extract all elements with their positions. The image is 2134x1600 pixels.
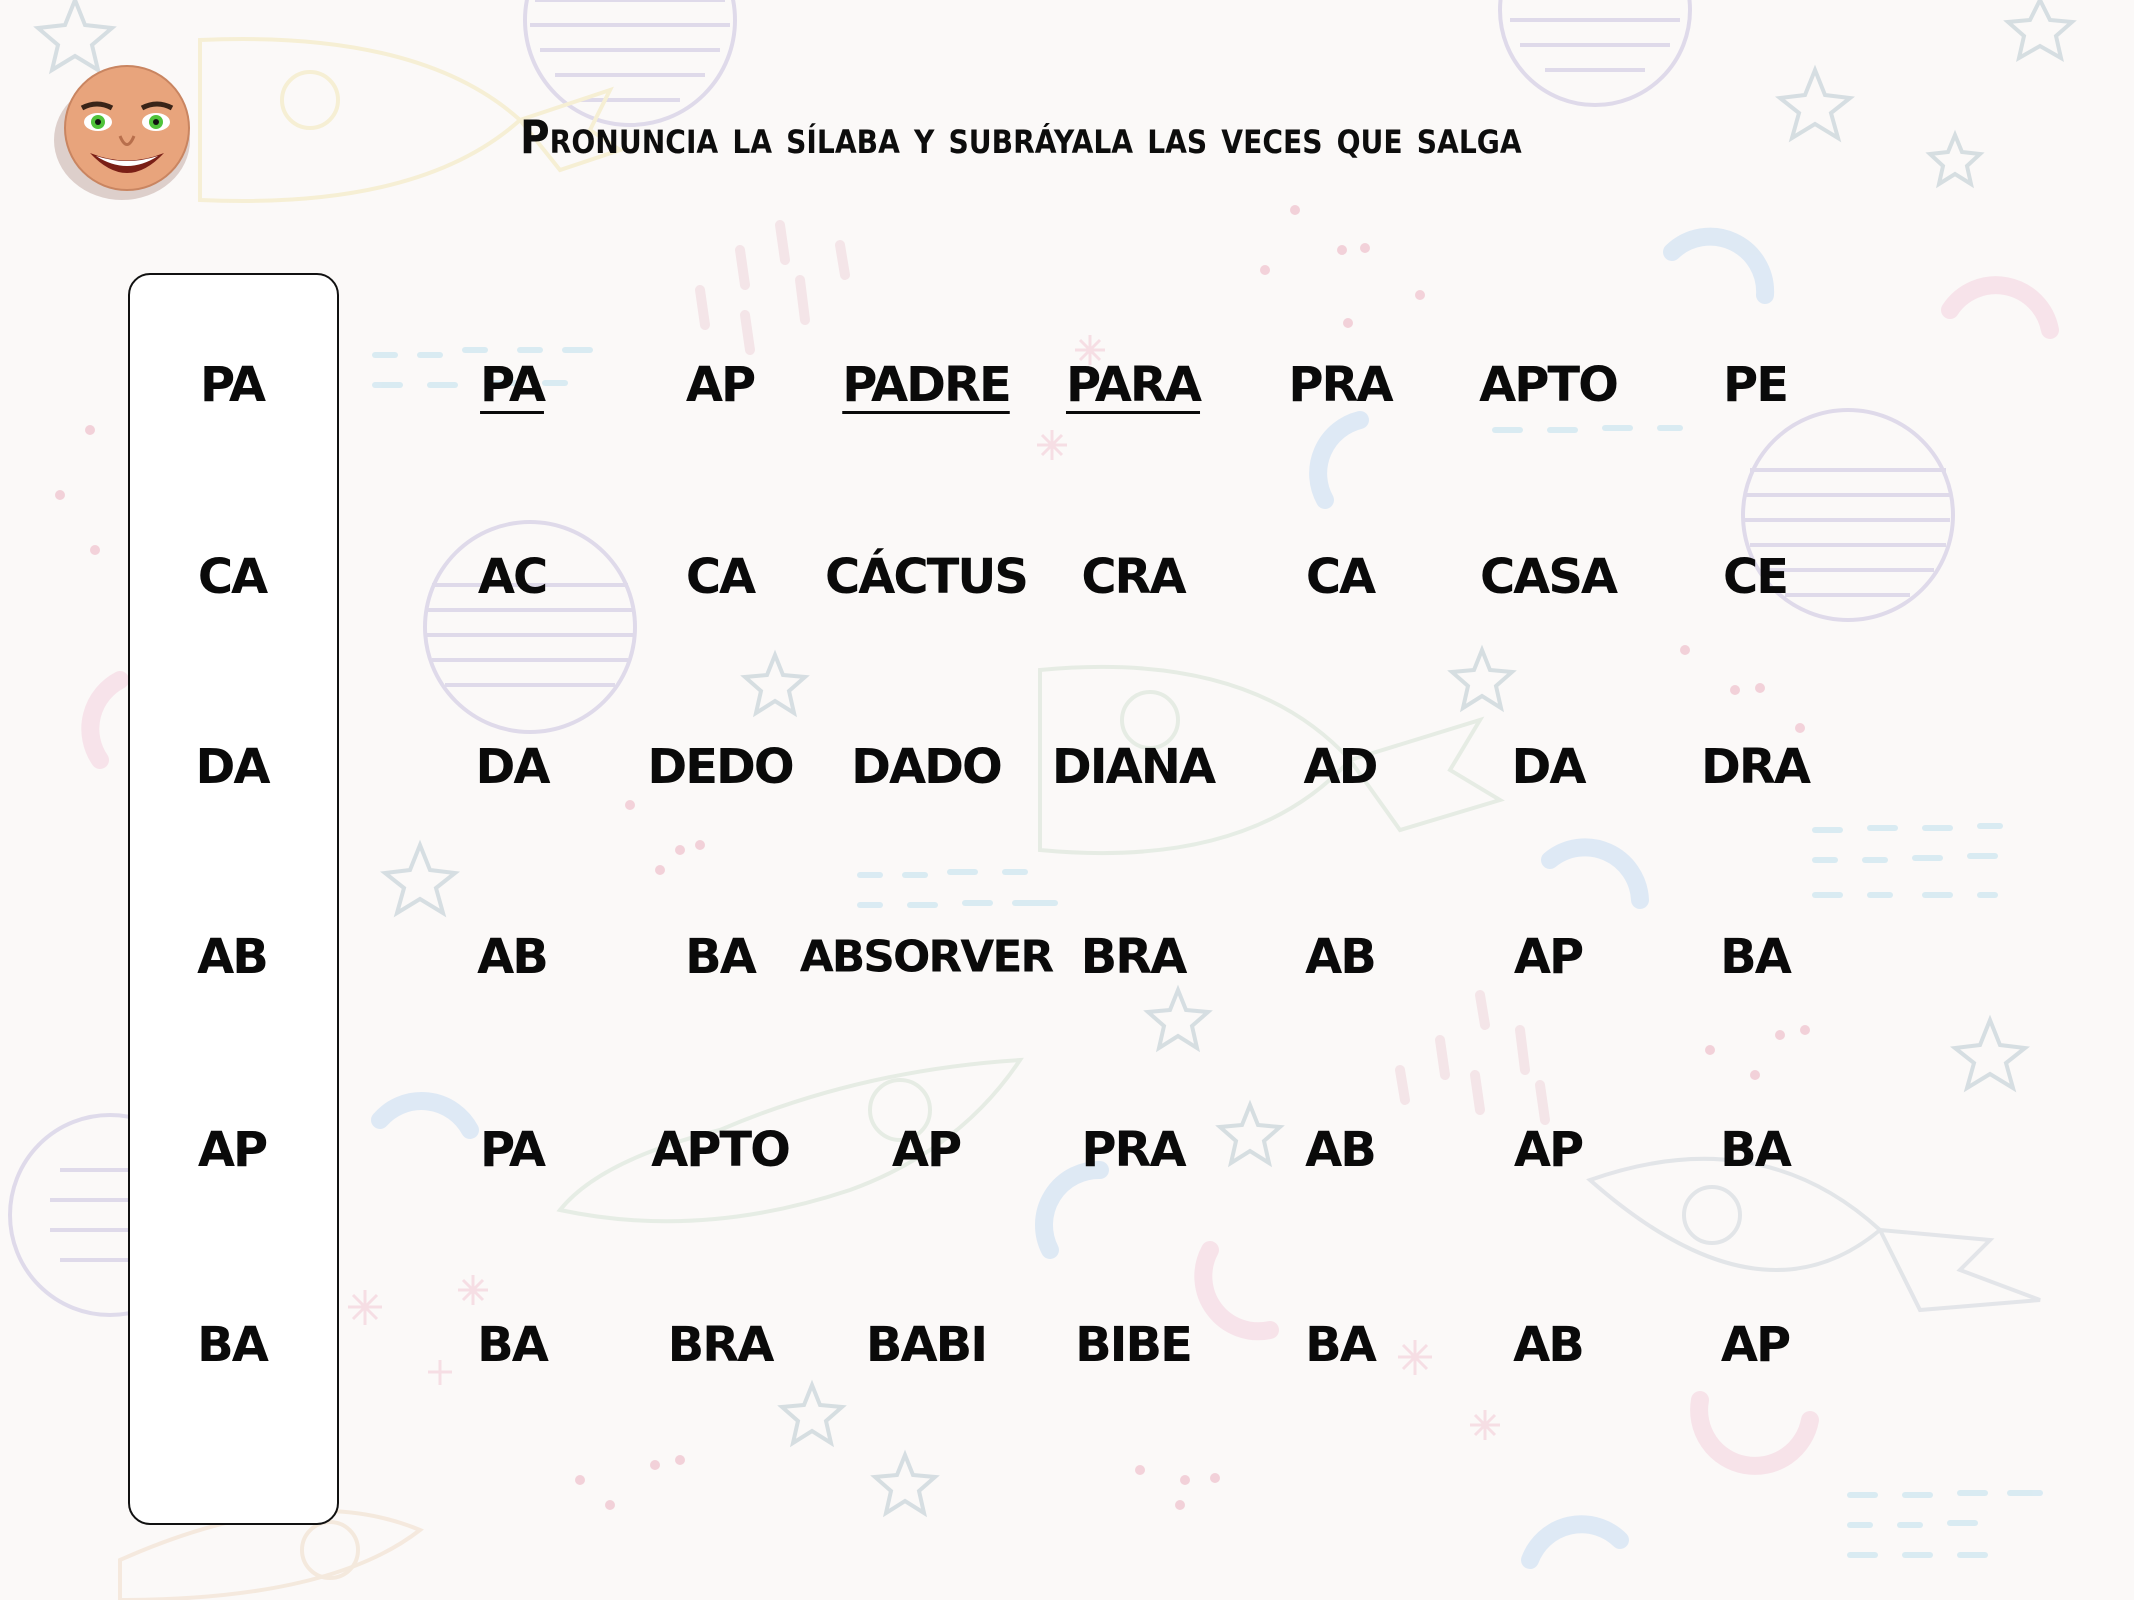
word-ce[interactable]: CE: [1722, 549, 1788, 605]
word-ca[interactable]: CA: [1305, 549, 1375, 605]
word-diana[interactable]: DIANA: [1051, 739, 1215, 795]
word-ab[interactable]: AB: [1305, 1122, 1375, 1178]
word-apto[interactable]: APTO: [651, 1122, 789, 1178]
arc-icon: [1203, 1250, 1270, 1331]
smiling-face-icon: [52, 58, 202, 208]
syllable-ca: CA: [197, 549, 267, 605]
word-ap[interactable]: AP: [1513, 929, 1583, 985]
syllable-pa: PA: [200, 357, 264, 413]
word-ac[interactable]: AC: [477, 549, 547, 605]
word-ba[interactable]: BA: [1720, 929, 1790, 985]
word-ap[interactable]: AP: [891, 1122, 961, 1178]
word-bibe[interactable]: BIBE: [1075, 1317, 1191, 1373]
syllable-ap: AP: [197, 1122, 267, 1178]
word-ap[interactable]: AP: [1513, 1122, 1583, 1178]
word-ad[interactable]: AD: [1303, 739, 1377, 795]
word-apto[interactable]: APTO: [1479, 357, 1617, 413]
word-pra[interactable]: PRA: [1288, 357, 1392, 413]
word-ba[interactable]: BA: [685, 929, 755, 985]
syllable-ab: AB: [197, 929, 267, 985]
word-ab[interactable]: AB: [1305, 929, 1375, 985]
word-pe[interactable]: PE: [1723, 357, 1787, 413]
word-pa[interactable]: PA: [480, 357, 544, 413]
arc-icon: [1318, 420, 1360, 500]
word-ap[interactable]: AP: [685, 357, 755, 413]
word-bra[interactable]: BRA: [1080, 929, 1186, 985]
syllable-da: DA: [195, 739, 269, 795]
word-da[interactable]: DA: [475, 739, 549, 795]
syllable-ba: BA: [197, 1317, 267, 1373]
word-ba[interactable]: BA: [1720, 1122, 1790, 1178]
arc-icon: [380, 1101, 470, 1130]
word-cáctus[interactable]: CÁCTUS: [825, 549, 1027, 605]
arc-icon: [1950, 285, 2050, 330]
word-pa[interactable]: PA: [480, 1122, 544, 1178]
word-ap[interactable]: AP: [1720, 1317, 1790, 1373]
arc-icon: [90, 680, 120, 760]
word-dado[interactable]: DADO: [851, 739, 1001, 795]
word-padre[interactable]: PADRE: [842, 357, 1010, 413]
word-ba[interactable]: BA: [1305, 1317, 1375, 1373]
word-babi[interactable]: BABI: [865, 1317, 987, 1373]
word-ba[interactable]: BA: [477, 1317, 547, 1373]
word-cra[interactable]: CRA: [1081, 549, 1185, 605]
planet-icon: [1500, 0, 1690, 105]
word-casa[interactable]: CASA: [1479, 549, 1617, 605]
word-da[interactable]: DA: [1511, 739, 1585, 795]
word-ab[interactable]: AB: [1513, 1317, 1583, 1373]
arc-icon: [1672, 237, 1765, 295]
word-pra[interactable]: PRA: [1081, 1122, 1185, 1178]
word-ca[interactable]: CA: [685, 549, 755, 605]
word-ab[interactable]: AB: [477, 929, 547, 985]
word-bra[interactable]: BRA: [667, 1317, 773, 1373]
arc-icon: [1530, 1524, 1620, 1560]
word-dra[interactable]: DRA: [1701, 739, 1809, 795]
rocket-icon: [1590, 1159, 2040, 1310]
arc-icon: [1044, 1170, 1100, 1250]
arc-icon: [1699, 1400, 1810, 1466]
arc-icon: [1550, 847, 1640, 900]
instruction-title: Pronuncia la sílaba y subráyala las veces que salga: [520, 110, 1522, 164]
word-absorver[interactable]: ABSORVER: [799, 931, 1053, 983]
dash-lines-decoration: [375, 350, 2040, 1555]
word-para[interactable]: PARA: [1065, 357, 1201, 413]
word-dedo[interactable]: DEDO: [647, 739, 793, 795]
